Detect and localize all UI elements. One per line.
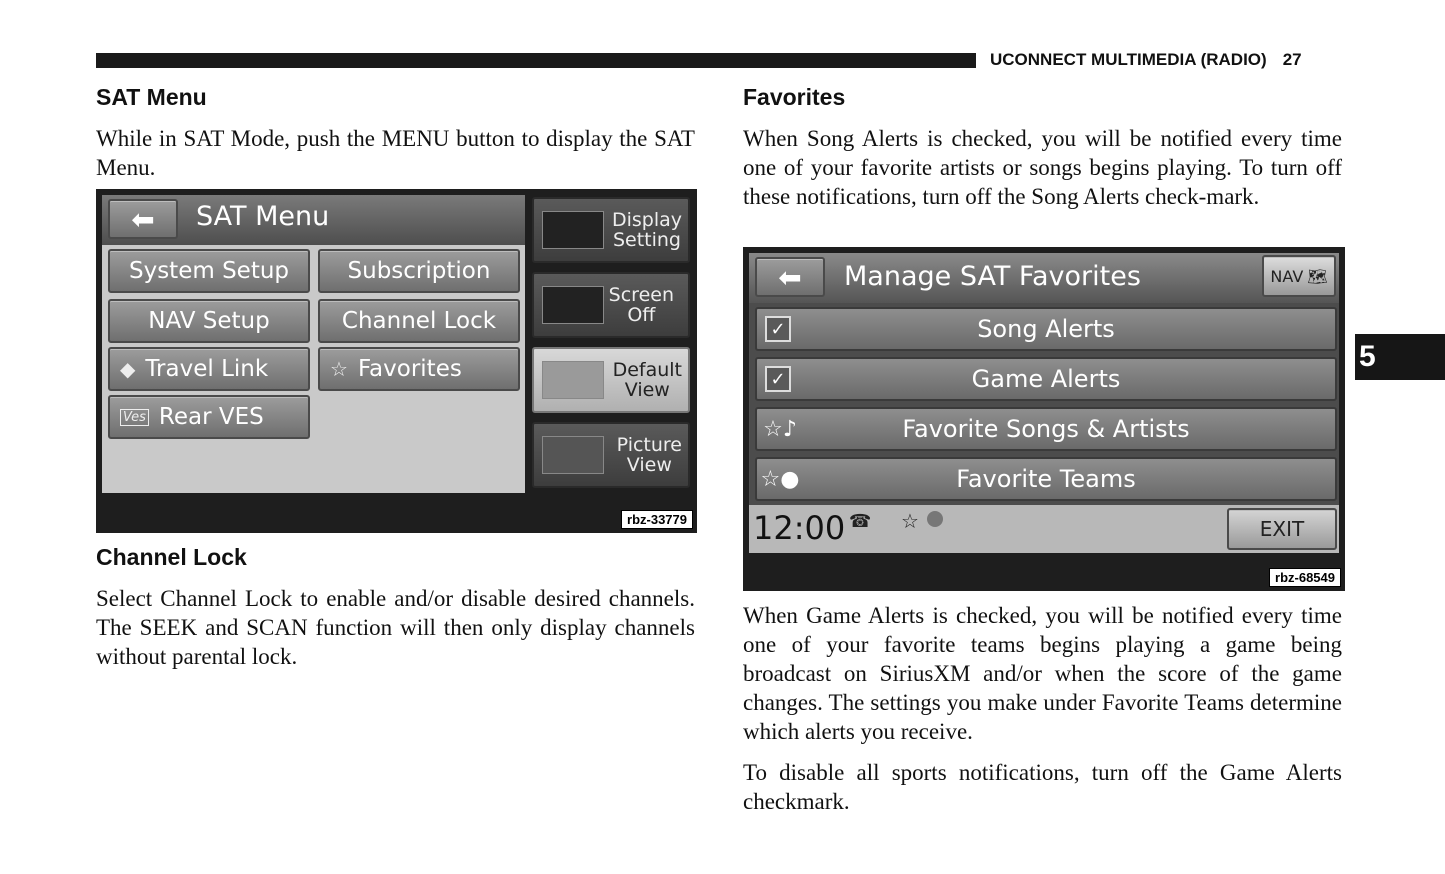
back-arrow-icon: ⬅ [131,202,155,236]
header-rule [96,53,976,68]
running-header [990,50,1302,70]
clock: 12:00 [753,509,846,547]
screen-off-label [609,285,674,325]
travel-link-button[interactable] [108,347,310,391]
star-icon: ☆ [330,357,348,381]
favorite-teams-row[interactable] [755,457,1337,501]
travel-link-label: Travel Link [145,356,269,382]
favorites-heading: Favorites [743,84,846,110]
default-view-line1: Default [612,359,682,381]
default-view-label [613,360,682,400]
default-view-line2: View [624,379,670,401]
picture-view-line2: View [626,454,672,476]
display-setting-line1: Display [611,209,682,231]
star-music-note-icon: ☆♪ [763,416,797,442]
game-alerts-row[interactable] [755,357,1337,401]
song-alerts-row[interactable] [755,307,1337,351]
game-alerts-checkbox-icon[interactable]: ✓ [765,366,791,392]
song-alerts-label: Song Alerts [977,315,1115,343]
picture-view-label [617,435,682,475]
display-setting-label [612,210,682,250]
game-alerts-paragraph: When Game Alerts is checked, you will be notified every time one of your favorite teams begins playing a game being broadcast on SiriusXM and/or when the score of the game changes. The settings you make under Favorite Teams determine which alerts you receive. [743,603,1342,744]
favorites-label: Favorites [357,356,462,382]
picture-view-button[interactable] [532,422,690,488]
figure-code: rbz-33779 [621,510,693,529]
manage-favorites-screenshot [743,247,1345,591]
nav-label: NAV [1270,266,1304,286]
phone-icon: ☎ [849,511,872,532]
nav-setup-button[interactable]: NAV Setup [108,299,310,343]
nav-button[interactable] [1262,255,1336,297]
favorite-songs-artists-label: Favorite Songs & Artists [902,415,1190,443]
ves-icon: Ves [120,409,149,426]
display-setting-button[interactable] [532,197,690,263]
favorite-songs-artists-row[interactable] [755,407,1337,451]
disable-notifications-paragraph: To disable all sports notifications, turn off the Game Alerts checkmark. [743,760,1342,814]
chapter-tab: 5 [1355,334,1445,380]
map-icon: 🗺 [1307,266,1328,286]
favorites-button[interactable] [318,347,520,391]
favorite-star-icon: ☆ [901,509,919,533]
travel-link-icon: ◆ [120,357,136,381]
rear-ves-button[interactable] [108,395,310,439]
sports-ball-icon [927,511,943,527]
channel-lock-button[interactable]: Channel Lock [318,299,520,343]
favorite-teams-label: Favorite Teams [956,465,1136,493]
star-ball-icon: ☆● [760,466,800,492]
section-title: UCONNECT MULTIMEDIA (RADIO) [990,50,1267,69]
picture-view-icon [542,436,604,474]
screen-off-button[interactable] [532,272,690,338]
sat-menu-title: SAT Menu [196,201,330,232]
picture-view-line1: Picture [616,434,682,456]
favorites-title: Manage SAT Favorites [844,261,1141,292]
default-view-icon [542,361,604,399]
favorites-paragraph: When Song Alerts is checked, you will be notified every time one of your favorite artists or songs begins playing. To turn off these notifications, turn off the Song Alerts check-mark. [743,126,1342,209]
page-number: 27 [1282,50,1302,69]
game-alerts-label: Game Alerts [971,365,1121,393]
display-setting-line2: Setting [612,229,681,251]
system-setup-button[interactable]: System Setup [108,249,310,293]
screen-off-line2: Off [627,304,656,326]
screen-off-line1: Screen [608,284,674,306]
display-setting-icon [542,211,604,249]
sat-menu-paragraph: While in SAT Mode, push the MENU button to display the SAT Menu. [96,126,695,180]
sat-menu-heading: SAT Menu [96,84,207,110]
subscription-button[interactable]: Subscription [318,249,520,293]
default-view-button[interactable] [532,347,690,413]
back-arrow-icon: ⬅ [778,260,802,294]
back-button[interactable] [108,199,178,239]
rear-ves-label: Rear VES [158,404,264,430]
exit-button[interactable]: EXIT [1227,508,1337,550]
screen-off-icon [542,286,604,324]
sat-menu-screenshot [96,189,697,533]
channel-lock-heading: Channel Lock [96,544,247,570]
song-alerts-checkbox-icon[interactable]: ✓ [765,316,791,342]
channel-lock-paragraph: Select Channel Lock to enable and/or disable desired channels. The SEEK and SCAN function will then only display channels without parental lock. [96,586,695,669]
back-button[interactable] [755,257,825,297]
figure-code: rbz-68549 [1269,568,1341,587]
